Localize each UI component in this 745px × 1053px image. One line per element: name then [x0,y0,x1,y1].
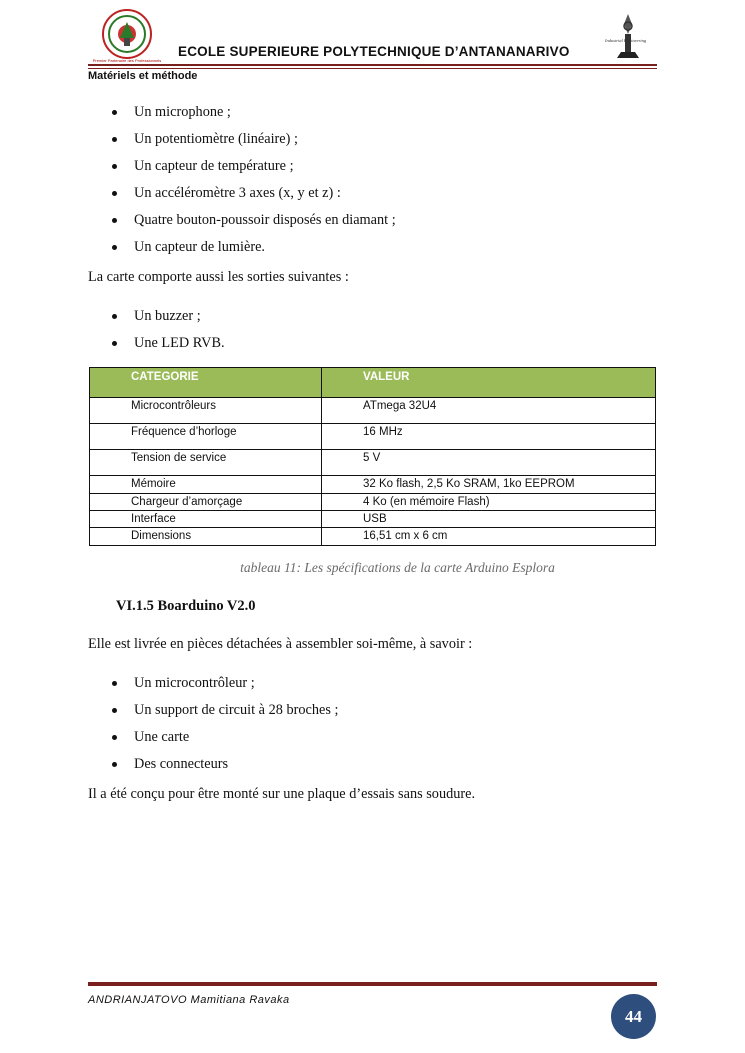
subsection-title: VI.1.5 Boarduino V2.0 [116,598,256,614]
table-cell: 16 MHz [322,424,656,450]
boarduino-intro: Elle est livrée en pièces détachées à assembler soi-même, à savoir : [88,636,473,652]
table-row [90,511,656,528]
table-cell: Interface [90,511,322,528]
table-cell: 16,51 cm x 6 cm [322,528,656,546]
table-row [90,528,656,546]
list-item: Des connecteurs [88,754,657,781]
list-item: Un microphone ; [88,102,657,129]
table-header-row [90,368,656,398]
table-cell: 5 V [322,450,656,476]
outputs-list [88,306,657,360]
footer-rule [88,982,657,986]
table-cell: Mémoire [90,476,322,494]
table-row [90,450,656,476]
table-cell: 4 Ko (en mémoire Flash) [322,494,656,511]
table-cell: Fréquence d’horloge [90,424,322,450]
logo-right-text: Industrial Engineering [605,38,647,43]
table-cell: 32 Ko flash, 2,5 Ko SRAM, 1ko EEPROM [322,476,656,494]
table-row [90,424,656,450]
list-item: Un capteur de température ; [88,156,657,183]
page-content [88,102,657,804]
table-header-value: VALEUR [322,368,656,398]
list-item: Un potentiomètre (linéaire) ; [88,129,657,156]
logo-left-caption: Premier Partenaire des Professionnels [92,58,162,63]
school-name: ECOLE SUPERIEURE POLYTECHNIQUE D’ANTANANARIVO [178,44,570,59]
list-item: Un microcontrôleur ; [88,673,657,700]
spec-table [89,367,656,546]
list-item: Une carte [88,727,657,754]
table-cell: Dimensions [90,528,322,546]
table-caption: tableau 11: Les spécifications de la carte Arduino Esplora [240,560,555,575]
table-cell: Microcontrôleurs [90,398,322,424]
list-item: Un capteur de lumière. [88,237,657,264]
list-item: Un buzzer ; [88,306,657,333]
school-logo-icon [92,8,162,64]
table-cell: Chargeur d’amorçage [90,494,322,511]
table-cell: ATmega 32U4 [322,398,656,424]
department-logo-icon [603,10,653,66]
table-row [90,476,656,494]
page-header [88,6,657,70]
list-item: Un support de circuit à 28 broches ; [88,700,657,727]
header-rule-thin [88,68,657,69]
boarduino-list [88,673,657,781]
table-row [90,494,656,511]
section-label: Matériels et méthode [88,70,198,82]
inputs-list [88,102,657,264]
outputs-intro: La carte comporte aussi les sorties suivantes : [88,269,349,285]
author-name: ANDRIANJATOVO Mamitiana Ravaka [88,994,290,1006]
table-cell: USB [322,511,656,528]
page-number-badge: 44 [611,994,656,1039]
header-rule [88,64,657,66]
closing-text: Il a été conçu pour être monté sur une plaque d’essais sans soudure. [88,786,476,802]
table-header-category: CATEGORIE [90,368,322,398]
list-item: Une LED RVB. [88,333,657,360]
list-item: Un accéléromètre 3 axes (x, y et z) : [88,183,657,210]
list-item: Quatre bouton-poussoir disposés en diamant ; [88,210,657,237]
table-cell: Tension de service [90,450,322,476]
table-row [90,398,656,424]
